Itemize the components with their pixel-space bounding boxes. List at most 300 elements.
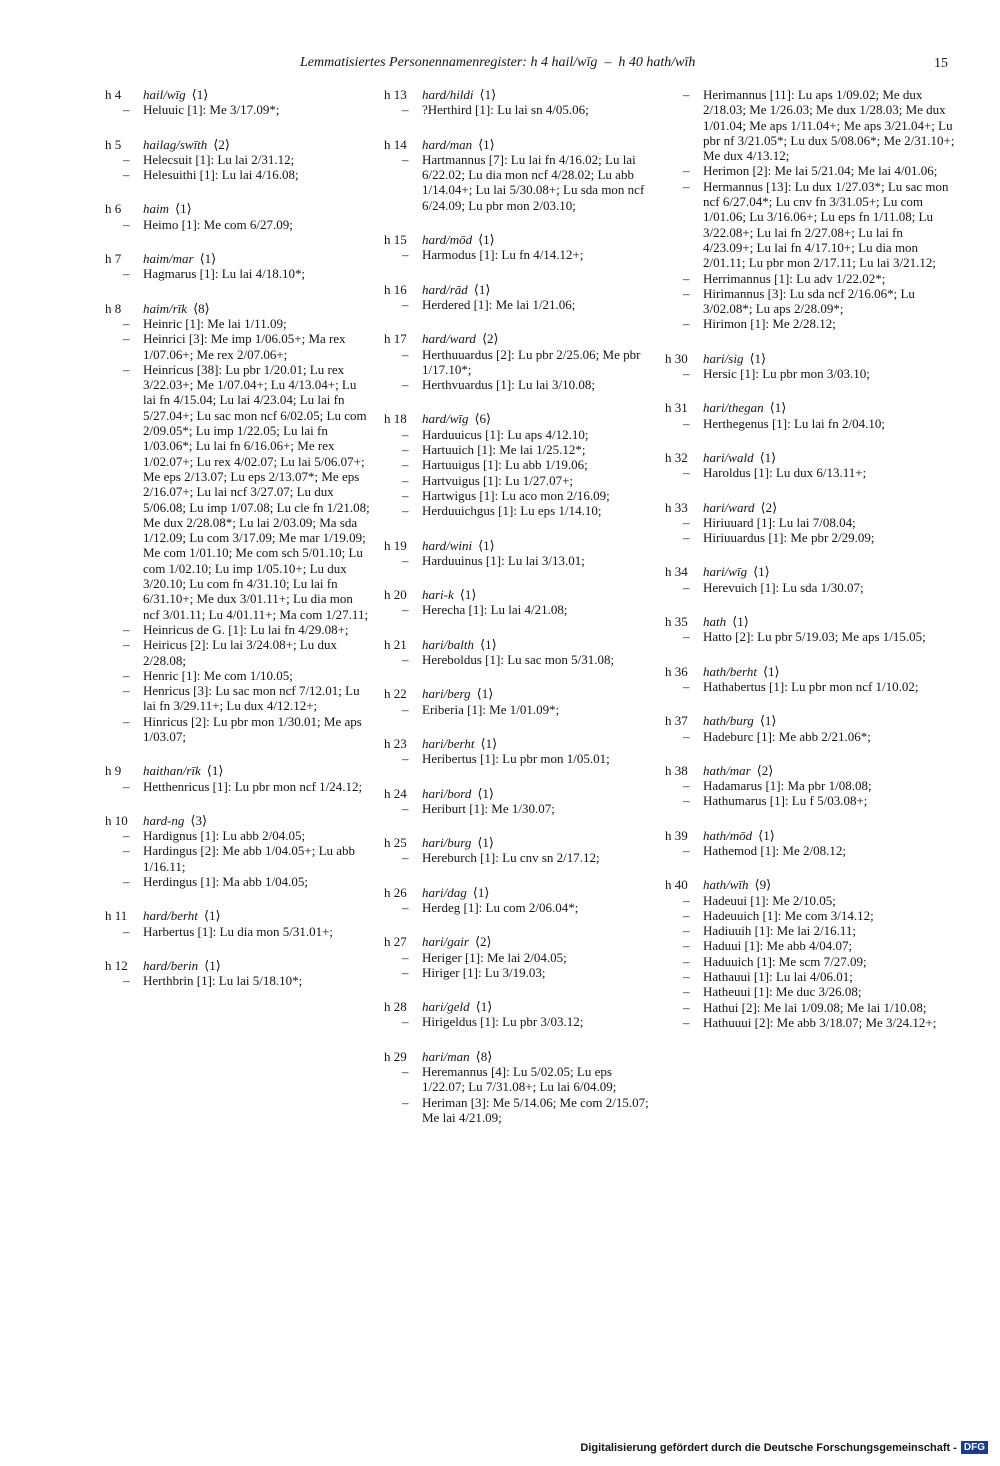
entry-count: ⟨1⟩ [759,713,777,729]
entry-heading [665,713,955,728]
name-attestation [665,366,955,381]
entry-number: h 27 [384,934,407,950]
entry-number: h 31 [665,400,688,416]
entry-count: ⟨1⟩ [477,785,495,801]
attestation-text: Heluuic [1]: Me 3/17.09*; [143,102,280,118]
attestation-text: Hartuuich [1]: Me lai 1/25.12*; [422,442,586,458]
dash-marker: – [123,151,130,167]
entry-heading [665,828,955,843]
entry-lemma: hard/man [422,136,473,152]
attestation-text: Hereboldus [1]: Lu sac mon 5/31.08; [422,652,615,668]
name-attestation [105,973,370,988]
entry-count: ⟨3⟩ [190,812,208,828]
index-entry [384,538,649,569]
entry-lemma: hard/mōd [422,232,473,248]
index-entry [105,301,370,745]
entry-number: h 20 [384,587,407,603]
entry-count: ⟨1⟩ [472,884,490,900]
entry-lemma: hard-ng [143,812,185,828]
index-entry [105,813,370,889]
attestation-text: Hereburch [1]: Lu cnv sn 2/17.12; [422,850,600,866]
entry-count: ⟨1⟩ [478,232,495,248]
name-attestation [665,580,955,595]
index-entry [384,686,649,717]
entry-heading [105,137,370,152]
entry-number: h 11 [105,908,128,924]
entry-lemma: hari/dag [422,884,467,900]
entry-lemma: hari/berht [422,735,475,751]
attestation-text: Hadeuuich [1]: Me com 3/14.12; [703,907,874,923]
entry-number: h 34 [665,564,688,580]
index-entry [384,736,649,767]
dash-marker: – [402,472,409,488]
entry-lemma: hari/thegan [703,400,764,416]
dash-marker: – [683,415,690,431]
name-attestation [105,316,370,331]
dash-marker: – [402,751,409,767]
attestation-text: Herdeg [1]: Lu com 2/06.04*; [422,899,579,915]
attestation-text: Hersic [1]: Lu pbr mon 3/03.10; [703,366,870,382]
attestation-text: Heribertus [1]: Lu pbr mon 1/05.01; [422,751,610,767]
entry-lemma: hard/wīg [422,411,469,427]
index-entry [105,87,370,118]
entry-count: ⟨1⟩ [753,564,770,580]
entry-heading [384,736,649,751]
name-attestation [105,167,370,182]
name-attestation [665,843,955,858]
name-attestation [665,179,955,271]
index-entry [384,411,649,518]
dash-marker: – [683,1014,690,1030]
name-attestation [384,553,649,568]
entry-count: ⟨8⟩ [193,300,210,316]
entry-lemma: hailag/swīth [143,136,208,152]
entry-count: ⟨2⟩ [474,934,492,950]
entry-heading [384,686,649,701]
entry-count: ⟨1⟩ [199,251,217,267]
entry-count: ⟨1⟩ [479,87,497,102]
entry-heading [105,87,370,102]
name-attestation [384,377,649,392]
index-entry [105,251,370,282]
attestation-text: Herdered [1]: Me lai 1/21.06; [422,296,576,312]
name-attestation [105,874,370,889]
entry-number: h 14 [384,136,407,152]
attestation-text: Heimo [1]: Me com 6/27.09; [143,216,293,232]
attestation-text: Heiricus [2]: Lu lai 3/24.08+; Lu dux 2/28.08; [143,637,337,668]
name-attestation [105,637,370,668]
entry-number: h 19 [384,537,407,553]
dash-marker: – [123,331,130,347]
name-attestation [384,900,649,915]
entry-number: h 28 [384,999,407,1015]
dash-marker: – [683,178,690,194]
name-attestation [665,778,955,793]
entry-lemma: hari/sig [703,350,744,366]
name-attestation [384,488,649,503]
index-entry [384,1049,649,1125]
attestation-text: Hatheuui [1]: Me duc 3/26.08; [703,984,862,1000]
dash-marker: – [402,442,409,458]
dash-marker: – [402,1064,409,1080]
attestation-text: Heinrici [3]: Me imp 1/06.05+; Ma rex 1/07.06+; Me rex 2/07.06+; [143,331,346,362]
index-column-2 [384,87,649,1144]
entry-number: h 21 [384,636,407,652]
index-entry [105,201,370,232]
entry-lemma: haim/mar [143,251,194,267]
name-attestation [665,923,955,938]
dash-marker: – [683,728,690,744]
attestation-text: Harmodus [1]: Lu fn 4/14.12+; [422,247,584,263]
dash-marker: – [402,377,409,393]
dash-marker: – [683,999,690,1015]
name-attestation [105,668,370,683]
index-entry [105,763,370,794]
index-entry [384,282,649,313]
attestation-text: Hadeburc [1]: Me abb 2/21.06*; [703,728,871,744]
entry-heading [105,251,370,266]
entry-count: ⟨1⟩ [476,686,494,702]
name-attestation [105,683,370,714]
attestation-text: Hathumarus [1]: Lu f 5/03.08+; [703,793,868,809]
dash-marker: – [683,984,690,1000]
entry-heading [105,763,370,778]
dash-marker: – [402,487,409,503]
name-attestation [384,751,649,766]
dash-marker: – [402,800,409,816]
attestation-text: Harduuinus [1]: Lu lai 3/13.01; [422,552,585,568]
entry-heading [665,664,955,679]
index-entry [384,786,649,817]
attestation-text: Hartuuigus [1]: Lu abb 1/19.06; [422,457,588,473]
attestation-text: Hadeuui [1]: Me 2/10.05; [703,892,836,908]
attestation-text: Haduui [1]: Me abb 4/04.07; [703,938,853,954]
attestation-text: Heinricus [38]: Lu pbr 1/20.01; Lu rex 3/22.03+; Me 1/07.04+; Lu 4/13.04+; Lu lai fn 4/15.04; Lu lai 4/23.04; Lu lai fn 5/27.04+; Lu sac mon ncf 6/02.05; Lu com 2/09.05*; Lu imp 1/22.05; Lu lai fn 1/03.06*; Lu lai fn 6/16.06+; Me rex 1/02.07+; Lu rex 4/02.07; Lu lai 5/06.07+; Me eps 2/13.07; Lu eps 2/13.07*; Me eps 2/16.07+; Lu lai ncf 3/27.07; Lu dux 5/06.08; Lu imp 1/07.08; Lu cle fn 1/21.08; Me dux 2/28.08*; Lu lai 2/03.09; Ma sda 1/12.09; Lu com 3/17.09; Me mar 1/19.09; Me com 1/01.10; Me com sch 5/01.10; Lu com 1/02.10; Lu imp 1/05.10+; Lu dux 3/20.10; Lu com fn 4/31.10; Lu lai fn 6/31.10+; Me dux 3/01.11+; Lu dia mon ncf 3/01.11; Lu 4/01.11+; Ma com 1/27.11; [143,361,370,622]
attestation-text: Herdingus [1]: Ma abb 1/04.05; [143,874,309,890]
entry-number: h 37 [665,713,688,729]
dash-marker: – [402,850,409,866]
attestation-text: Hartwigus [1]: Lu aco mon 2/16.09; [422,487,610,503]
entry-heading [384,1049,649,1064]
dash-marker: – [683,316,690,332]
entry-number: h 22 [384,686,407,702]
name-attestation [665,286,955,317]
entry-heading [384,587,649,602]
entry-count: ⟨1⟩ [758,827,775,843]
entry-heading [665,763,955,778]
name-attestation [384,297,649,312]
entry-number: h 23 [384,735,407,751]
name-attestation [384,602,649,617]
entry-count: ⟨8⟩ [475,1048,493,1064]
entry-lemma: haithan/rīk [143,763,201,779]
attestation-text: Heinric [1]: Me lai 1/11.09; [143,315,287,331]
entry-heading [105,201,370,216]
entry-heading [384,637,649,652]
name-attestation [105,714,370,745]
attestation-text: Heremannus [4]: Lu 5/02.05; Lu eps 1/22.07; Lu 7/31.08+; Lu lai 6/04.09; [422,1064,617,1095]
name-attestation [384,652,649,667]
entry-count: ⟨1⟩ [769,400,787,416]
entry-heading [105,301,370,316]
index-entry [384,934,649,980]
dash-marker: – [683,285,690,301]
entry-heading [665,450,955,465]
dash-marker: – [123,266,130,282]
name-attestation [665,1015,955,1030]
attestation-text: Henricus [3]: Lu sac mon ncf 7/12.01; Lu lai fn 3/29.11+; Lu dux 4/12.12+; [143,683,360,714]
entry-count: ⟨1⟩ [478,537,495,553]
dash-marker: – [123,637,130,653]
name-attestation [105,362,370,622]
index-entry [384,232,649,263]
entry-count: ⟨2⟩ [760,499,778,515]
index-entry [384,137,649,213]
name-attestation [384,102,649,117]
name-attestation [105,924,370,939]
entry-number: h 32 [665,449,688,465]
entry-number: h 16 [384,281,407,297]
dash-marker: – [402,296,409,312]
name-attestation [384,442,649,457]
dash-marker: – [402,1014,409,1030]
attestation-text: Hermannus [13]: Lu dux 1/27.03*; Lu sac mon ncf 6/27.04*; Lu cnv fn 3/31.05+; Lu com 1/01.06; Lu 3/16.06+; Lu eps fn 1/11.08; Lu 3/22.08+; Lu lai fn 2/27.08+; Lu lai fn 4/23.09+; Lu lai fn 4/17.10+; Lu dia mon 2/01.11; Lu pbr mon 2/17.11; Lu lai 3/21.12; [703,178,949,271]
entry-number: h 25 [384,835,407,851]
dash-marker: – [683,579,690,595]
digitization-footer [580,1441,988,1454]
index-entry [665,713,955,744]
entry-count: ⟨1⟩ [762,663,780,679]
dash-marker: – [123,973,130,989]
name-attestation [665,530,955,545]
entry-heading [384,411,649,426]
entry-lemma: hari/wīg [703,564,748,580]
entry-count: ⟨2⟩ [481,331,499,347]
entry-lemma: haim/rīk [143,300,188,316]
entry-number: h 17 [384,331,407,347]
dash-marker: – [683,892,690,908]
entry-count: ⟨6⟩ [474,411,492,427]
name-attestation [105,152,370,167]
dash-marker: – [123,874,130,890]
attestation-text: ?Herthird [1]: Lu lai sn 4/05.06; [422,102,589,118]
entry-number: h 30 [665,350,688,366]
attestation-text: Hiriuuard [1]: Lu lai 7/08.04; [703,514,856,530]
name-attestation [384,801,649,816]
entry-number: h 15 [384,232,407,248]
dash-marker: – [683,163,690,179]
entry-number: h 39 [665,827,688,843]
entry-heading [384,331,649,346]
name-attestation [665,515,955,530]
page-number: 15 [934,56,948,71]
name-attestation [665,416,955,431]
name-attestation [384,1014,649,1029]
dash-marker: – [683,778,690,794]
dash-marker: – [402,457,409,473]
entry-lemma: hard/ward [422,331,476,347]
attestation-text: Hirimannus [3]: Lu sda ncf 2/16.06*; Lu 3/02.08*; Lu aps 2/28.09*; [703,285,915,317]
entry-count: ⟨1⟩ [477,835,495,851]
attestation-text: Hathuuui [2]: Me abb 3/18.07; Me 3/24.12+; [703,1014,937,1030]
entry-count: ⟨1⟩ [480,735,498,751]
entry-count: ⟨1⟩ [459,587,477,603]
name-attestation [665,793,955,808]
dash-marker: – [683,969,690,985]
name-attestation [665,629,955,644]
entry-count: ⟨1⟩ [175,201,192,217]
dash-marker: – [683,938,690,954]
entry-heading [384,835,649,850]
dash-marker: – [683,465,690,481]
name-attestation [665,969,955,984]
entry-lemma: hath/wīh [703,877,749,893]
name-attestation [384,702,649,717]
dash-marker: – [123,102,130,118]
attestation-text: Hirigeldus [1]: Lu pbr 3/03.12; [422,1014,584,1030]
entry-lemma: haim [143,201,169,217]
attestation-text: Helesuithi [1]: Lu lai 4/16.08; [143,167,299,183]
entry-heading [665,877,955,892]
attestation-text: Heriburt [1]: Me 1/30.07; [422,800,555,816]
entry-heading [384,87,649,102]
name-attestation [384,457,649,472]
entry-heading [665,351,955,366]
entry-lemma: hath/berht [703,663,757,679]
entry-count: ⟨1⟩ [749,350,767,366]
name-attestation [105,828,370,843]
entry-lemma: hari/man [422,1048,470,1064]
entry-number: h 8 [105,300,122,316]
dfg-logo: DFG [961,1441,988,1454]
index-entry [665,828,955,859]
dash-marker: – [402,1094,409,1110]
index-entry [384,587,649,618]
attestation-text: Herimon [2]: Me lai 5/21.04; Me lai 4/01.06; [703,163,938,179]
attestation-text: Herrimannus [1]: Lu adv 1/22.02*; [703,270,886,286]
dash-marker: – [683,270,690,286]
index-entry [105,137,370,183]
entry-count: ⟨1⟩ [480,636,497,652]
dash-marker: – [402,346,409,362]
name-attestation [665,893,955,908]
entry-lemma: hard/berin [143,957,199,973]
entry-number: h 5 [105,136,122,152]
dash-marker: – [123,778,130,794]
entry-lemma: hath/mōd [703,827,753,843]
entry-heading [384,282,649,297]
name-attestation [384,1064,649,1095]
entry-heading [105,908,370,923]
dash-marker: – [402,964,409,980]
dash-marker: – [683,87,690,102]
name-attestation [105,266,370,281]
entry-number: h 40 [665,877,688,893]
attestation-text: Herimannus [11]: Lu aps 1/09.02; Me dux 2/18.03; Me 1/26.03; Me dux 1/28.03; Me dux 1/01.04; Me aps 1/11.04+; Me aps 3/21.04+; Lu pbr nf 3/21.05*; Lu dux 5/08.06*; Me 2/31.10+; Me dux 4/13.12; [703,87,955,164]
dash-marker: – [123,683,130,699]
entry-heading [384,538,649,553]
name-attestation [105,331,370,362]
entry-heading [665,614,955,629]
name-attestation [105,217,370,232]
index-entry [384,999,649,1030]
name-attestation [384,247,649,262]
attestation-text: Herecha [1]: Lu lai 4/21.08; [422,602,568,618]
attestation-text: Heriman [3]: Me 5/14.06; Me com 2/15.07; Me lai 4/21.09; [422,1094,649,1125]
name-attestation [105,843,370,874]
entry-number: h 24 [384,785,407,801]
entry-lemma: hath/mar [703,762,751,778]
index-entry [665,351,955,382]
dash-marker: – [123,843,130,859]
index-column-1 [105,87,370,1008]
attestation-text: Hirimon [1]: Me 2/28.12; [703,316,836,332]
entry-number: h 33 [665,499,688,515]
entry-number: h 6 [105,201,122,217]
dash-marker: – [402,701,409,717]
attestation-text: Eriberia [1]: Me 1/01.09*; [422,701,560,717]
name-attestation [665,984,955,999]
entry-count: ⟨1⟩ [759,449,777,465]
name-attestation [384,950,649,965]
dash-marker: – [123,315,130,331]
entry-lemma: hari/gair [422,934,469,950]
entry-heading [105,958,370,973]
dash-marker: – [402,949,409,965]
entry-lemma: hari/burg [422,835,472,851]
dash-marker: – [683,953,690,969]
dash-marker: – [683,793,690,809]
entry-heading [384,232,649,247]
attestation-text: Herthuuardus [2]: Lu pbr 2/25.06; Me pbr 1/17.10*; [422,346,641,377]
entry-lemma: hari/geld [422,999,470,1015]
page-header [0,55,1000,75]
name-attestation [384,965,649,980]
name-attestation [665,163,955,178]
name-attestation [665,954,955,969]
index-entry [665,877,955,1030]
entry-lemma: hari/ward [703,499,755,515]
name-attestation [105,622,370,637]
dash-marker: – [402,247,409,263]
dash-marker: – [683,514,690,530]
dash-marker: – [402,899,409,915]
attestation-text: Hardingus [2]: Me abb 1/04.05+; Lu abb 1/16.11; [143,843,356,874]
entry-lemma: hard/rād [422,281,468,297]
entry-heading [384,999,649,1014]
dash-marker: – [123,216,130,232]
entry-count: ⟨1⟩ [732,614,749,630]
dash-marker: – [123,828,130,844]
attestation-text: Haduuich [1]: Me scm 7/27.09; [703,953,867,969]
entry-count: ⟨1⟩ [203,908,221,924]
attestation-text: Herthvuardus [1]: Lu lai 3/10.08; [422,377,595,393]
attestation-text: Hadamarus [1]: Ma pbr 1/08.08; [703,778,872,794]
entry-number: h 13 [384,87,407,102]
index-entry [665,87,955,332]
entry-count: ⟨1⟩ [204,957,221,973]
dash-marker: – [683,530,690,546]
index-entry [665,564,955,595]
entry-lemma: hard/hildi [422,87,474,102]
entry-number: h 9 [105,763,122,779]
index-entry [665,400,955,431]
entry-number: h 10 [105,812,128,828]
entry-number: h 12 [105,957,128,973]
name-attestation [665,316,955,331]
dash-marker: – [123,713,130,729]
name-attestation [384,347,649,378]
